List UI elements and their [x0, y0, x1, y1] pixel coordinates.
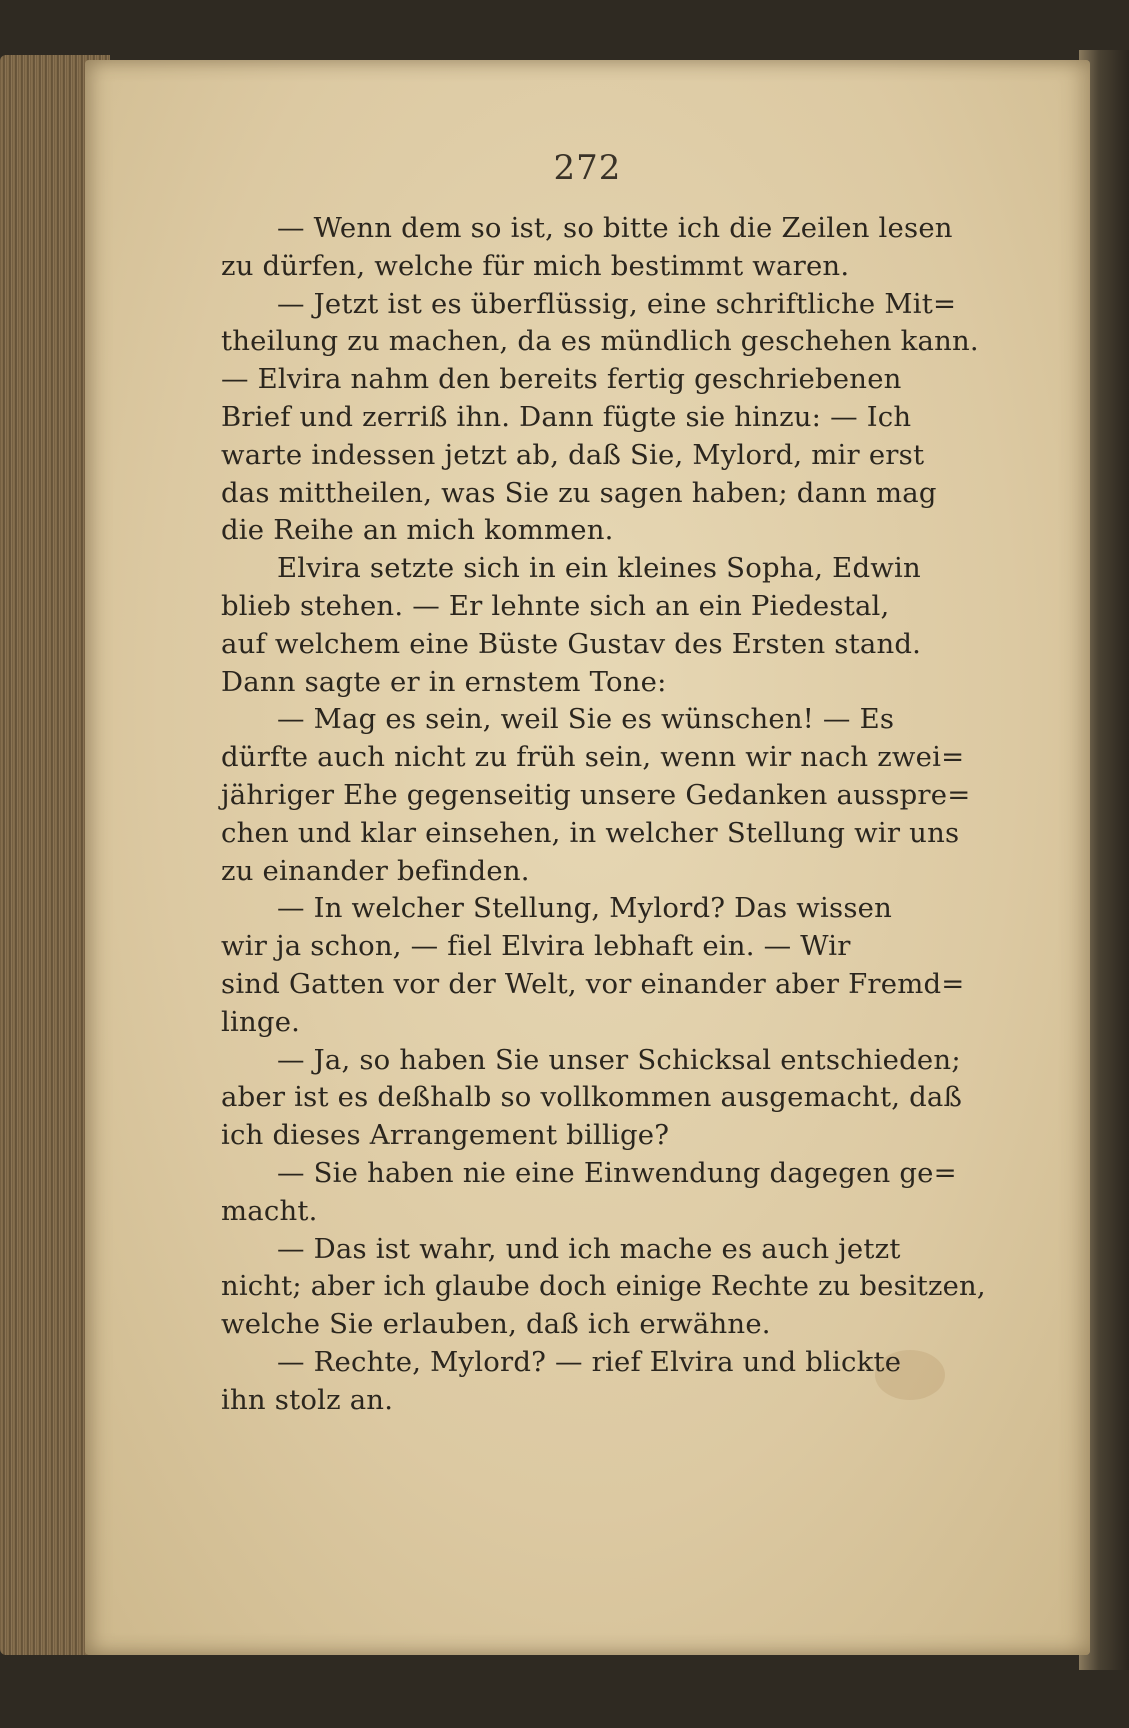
text-line: warte indessen jetzt ab, daß Sie, Mylord, mir erst: [221, 438, 925, 471]
text-line: dürfte auch nicht zu früh sein, wenn wir nach zwei=: [221, 741, 965, 774]
text-line: — Sie haben nie eine Einwendung dagegen ge=: [277, 1156, 957, 1189]
text-line: chen und klar einsehen, in welcher Stellung wir uns: [221, 816, 960, 849]
text-line: das mittheilen, was Sie zu sagen haben; dann mag: [221, 476, 937, 509]
text-line: die Reihe an mich kommen.: [221, 514, 614, 547]
text-line: — Wenn dem so ist, so bitte ich die Zeilen lesen: [277, 212, 953, 244]
page-number: 272: [553, 148, 622, 188]
text-line: auf welchem eine Büste Gustav des Ersten stand.: [221, 627, 922, 660]
text-line: sind Gatten vor der Welt, vor einander aber Fremd=: [221, 967, 965, 1000]
text-line: blieb stehen. — Er lehnte sich an ein Piedestal,: [221, 589, 890, 622]
text-line: Dann sagte er in ernstem Tone:: [221, 665, 667, 698]
text-line: macht.: [221, 1194, 318, 1227]
text-line: — Elvira nahm den bereits fertig geschriebenen: [221, 363, 902, 396]
text-line: ihn stolz an.: [221, 1383, 394, 1416]
book-page: [85, 60, 1090, 1655]
text-line: Brief und zerriß ihn. Dann fügte sie hinzu: — Ich: [221, 400, 912, 433]
text-line: zu einander befinden.: [221, 854, 530, 887]
text-line: nicht; aber ich glaube doch einige Rechte zu besitzen,: [221, 1270, 986, 1303]
text-line: jähriger Ehe gegenseitig unsere Gedanken ausspre=: [221, 778, 971, 811]
body-text: [221, 210, 986, 1540]
text-line: wir ja schon, — fiel Elvira lebhaft ein. — Wir: [221, 930, 851, 963]
text-line: — In welcher Stellung, Mylord? Das wissen: [277, 892, 893, 925]
text-line: ich dieses Arrangement billige?: [221, 1119, 670, 1152]
text-line: — Rechte, Mylord? — rief Elvira und blickte: [277, 1345, 902, 1378]
text-line: — Jetzt ist es überflüssig, eine schriftliche Mit=: [277, 287, 957, 320]
text-line: — Ja, so haben Sie unser Schicksal entschieden;: [277, 1043, 961, 1076]
text-line: Elvira setzte sich in ein kleines Sopha, Edwin: [277, 552, 921, 585]
text-line: aber ist es deßhalb so vollkommen ausgemacht, daß: [221, 1081, 963, 1114]
text-line: — Mag es sein, weil Sie es wünschen! — Es: [277, 703, 895, 736]
text-line: welche Sie erlauben, daß ich erwähne.: [221, 1308, 771, 1341]
text-line: zu dürfen, welche für mich bestimmt waren.: [221, 249, 850, 282]
text-line: linge.: [221, 1005, 301, 1038]
text-line: — Das ist wahr, und ich mache es auch jetzt: [277, 1232, 901, 1265]
text-line: theilung zu machen, da es mündlich geschehen kann.: [221, 325, 979, 358]
